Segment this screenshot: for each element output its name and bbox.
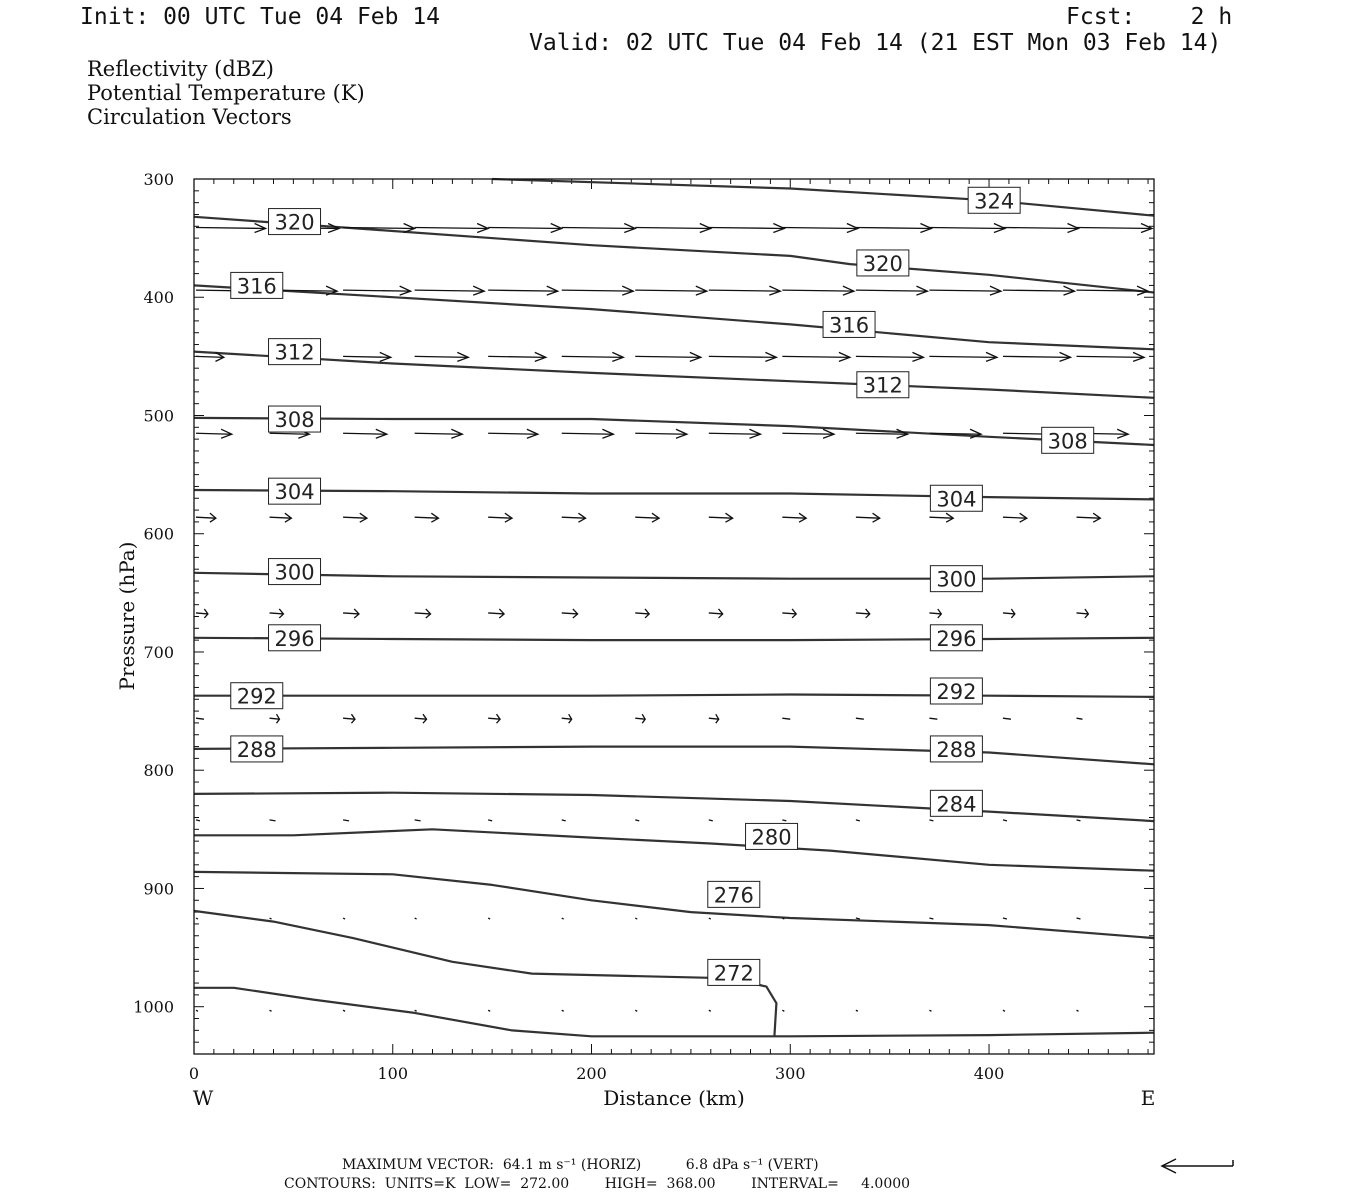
circulation-vector — [562, 352, 624, 361]
svg-text:312: 312 — [862, 373, 903, 398]
contour-label — [930, 790, 982, 816]
circulation-vector — [1076, 609, 1088, 618]
circulation-vector — [1076, 513, 1100, 522]
circulation-vector — [635, 223, 711, 232]
circulation-vector — [415, 429, 463, 438]
x-tick-label: 400 — [973, 1064, 1005, 1083]
contour-info: CONTOURS: UNITS=K LOW= 272.00 HIGH= 368.00 INTERVAL= 4.0000 — [284, 1176, 911, 1192]
circulation-vector — [856, 286, 928, 295]
circulation-vector — [196, 918, 198, 919]
contour-label — [269, 478, 321, 504]
circulation-vector — [343, 820, 349, 821]
contour-label — [857, 250, 909, 276]
circulation-vector — [635, 1010, 637, 1011]
field-label-circulation-vectors: Circulation Vectors — [87, 105, 292, 129]
circulation-vector — [782, 429, 834, 438]
theta-contour-280 — [194, 829, 1154, 870]
circulation-vector — [488, 352, 546, 361]
circulation-vector — [196, 718, 204, 719]
svg-text:308: 308 — [1047, 429, 1088, 454]
contour-label — [930, 566, 982, 592]
circulation-vector — [562, 429, 614, 438]
field-label-reflectivity: Reflectivity (dBZ) — [87, 57, 275, 81]
y-tick-label: 700 — [143, 642, 174, 662]
circulation-vector — [782, 918, 784, 919]
circulation-vector — [709, 429, 761, 438]
theta-contour-unlabeled — [194, 988, 1154, 1037]
contour-label — [269, 625, 321, 651]
circulation-vector — [562, 513, 586, 522]
circulation-vector — [1076, 223, 1152, 232]
circulation-vector — [782, 286, 854, 295]
circulation-vector — [488, 223, 562, 232]
svg-text:300: 300 — [936, 567, 977, 592]
circulation-vector — [270, 714, 280, 723]
circulation-vector — [709, 223, 785, 232]
circulation-vector — [488, 609, 504, 618]
circulation-vector — [1003, 286, 1075, 295]
circulation-vector — [562, 609, 578, 618]
circulation-vector — [343, 429, 387, 438]
y-tick-label: 800 — [143, 761, 174, 781]
contour-labels — [231, 187, 1094, 985]
circulation-vector — [1003, 918, 1007, 919]
svg-text:320: 320 — [274, 210, 315, 235]
theta-contour-312 — [194, 352, 1154, 398]
circulation-vector — [488, 714, 500, 723]
circulation-vector — [856, 1010, 858, 1011]
circulation-vector — [1076, 718, 1082, 719]
circulation-vector — [415, 1010, 417, 1011]
circulation-vector — [1076, 820, 1080, 821]
theta-contour-308 — [194, 418, 1154, 445]
circulation-vector — [1003, 352, 1071, 361]
y-tick-label: 300 — [143, 170, 174, 189]
theta-contour-304 — [194, 490, 1154, 499]
circulation-vector — [782, 1010, 784, 1011]
circulation-vector — [709, 1010, 711, 1011]
circulation-vector — [782, 718, 790, 719]
circulation-vector — [635, 918, 637, 919]
circulation-vector — [343, 714, 355, 723]
circulation-vector — [415, 286, 485, 295]
x-axis-title: Distance (km) — [603, 1086, 745, 1110]
circulation-vector — [856, 918, 860, 919]
circulation-vector — [270, 1010, 272, 1011]
circulation-vector — [929, 820, 933, 821]
circulation-vector — [635, 286, 707, 295]
circulation-vector — [929, 223, 1005, 232]
theta-contour-284 — [194, 793, 1154, 821]
circulation-vector — [488, 1010, 490, 1011]
y-tick-label: 1000 — [133, 997, 174, 1017]
circulation-vector — [488, 513, 512, 522]
circulation-vector — [929, 352, 997, 361]
svg-text:304: 304 — [274, 480, 315, 505]
contour-label — [231, 272, 283, 298]
svg-text:324: 324 — [974, 189, 1015, 214]
contour-label — [1042, 427, 1094, 453]
svg-text:276: 276 — [713, 883, 754, 908]
contour-label — [857, 372, 909, 398]
circulation-vector — [635, 429, 687, 438]
circulation-vector — [196, 820, 200, 821]
circulation-vector — [343, 1010, 345, 1011]
circulation-vector — [635, 352, 701, 361]
contour-label — [930, 485, 982, 511]
contour-label — [269, 559, 321, 585]
circulation-vector — [1003, 718, 1011, 719]
svg-text:288: 288 — [236, 737, 277, 762]
circulation-vector — [709, 286, 781, 295]
y-tick-label: 500 — [143, 406, 174, 426]
circulation-vector — [343, 609, 359, 618]
circulation-vector — [782, 352, 850, 361]
y-tick-label: 600 — [143, 524, 174, 544]
circulation-vector — [196, 1010, 198, 1011]
circulation-vector — [709, 352, 777, 361]
svg-text:292: 292 — [936, 679, 977, 704]
circulation-vector — [709, 513, 733, 522]
circulation-vector — [709, 820, 713, 821]
circulation-vector — [488, 918, 490, 919]
circulation-vector — [415, 918, 417, 919]
circulation-vector — [270, 918, 272, 919]
svg-text:300: 300 — [274, 560, 315, 585]
field-label-potential-temperature: Potential Temperature (K) — [87, 81, 365, 105]
circulation-vector — [856, 609, 870, 618]
circulation-vector — [270, 609, 284, 618]
circulation-vector — [856, 223, 932, 232]
svg-text:280: 280 — [751, 825, 792, 850]
contour-label — [269, 209, 321, 235]
circulation-vector — [1076, 1010, 1078, 1011]
circulation-vector — [488, 429, 538, 438]
circulation-vector — [635, 513, 659, 522]
circulation-vector — [1003, 1010, 1005, 1011]
circulation-vector — [415, 352, 469, 361]
circulation-vector — [709, 714, 719, 723]
x-tick-label: 300 — [774, 1064, 806, 1083]
contour-label — [930, 678, 982, 704]
circulation-vector — [856, 513, 880, 522]
contour-label — [746, 823, 798, 849]
circulation-vector — [929, 1010, 931, 1011]
circulation-vector — [415, 609, 431, 618]
x-axis-west-label: W — [192, 1086, 214, 1110]
contour-label — [968, 187, 1020, 213]
theta-contour-316 — [194, 285, 1154, 349]
circulation-vector — [196, 513, 216, 522]
contour-label — [930, 736, 982, 762]
circulation-vector — [929, 429, 981, 438]
circulation-vector — [782, 609, 796, 618]
contour-label — [231, 683, 283, 709]
contour-label — [269, 339, 321, 365]
circulation-vector — [562, 820, 566, 821]
circulation-vector — [709, 918, 711, 919]
svg-text:316: 316 — [829, 313, 870, 338]
circulation-vector — [929, 609, 941, 618]
circulation-vector — [488, 820, 492, 821]
init-time: Init: 00 UTC Tue 04 Feb 14 — [80, 4, 441, 30]
circulation-vector — [343, 513, 367, 522]
circulation-vector — [635, 714, 645, 723]
circulation-vectors — [196, 223, 1152, 1011]
circulation-vector — [929, 718, 937, 719]
circulation-vector — [1003, 609, 1015, 618]
y-tick-label: 900 — [143, 879, 174, 899]
theta-contour-300 — [194, 573, 1154, 579]
circulation-vector — [196, 429, 232, 438]
theta-contour-272 — [194, 911, 776, 1036]
contour-label — [708, 959, 760, 985]
circulation-vector — [929, 286, 1001, 295]
circulation-vector — [1003, 223, 1079, 232]
circulation-vector — [1076, 918, 1080, 919]
circulation-vector — [562, 223, 636, 232]
circulation-vector — [856, 820, 860, 821]
circulation-vector — [782, 820, 786, 821]
max-vector-note: MAXIMUM VECTOR: 64.1 m s⁻¹ (HORIZ) 6.8 dPa s⁻¹ (VERT) — [342, 1157, 819, 1173]
svg-text:292: 292 — [236, 684, 277, 709]
circulation-vector — [782, 513, 806, 522]
circulation-vector — [415, 223, 489, 232]
circulation-vector — [1003, 513, 1027, 522]
circulation-vector — [562, 286, 634, 295]
svg-text:296: 296 — [936, 626, 977, 651]
circulation-vector — [562, 1010, 564, 1011]
circulation-vector — [856, 718, 864, 719]
contour-label — [930, 625, 982, 651]
valid-time: Valid: 02 UTC Tue 04 Feb 14 (21 EST Mon 03 Feb 14) — [529, 30, 1222, 56]
circulation-vector — [1076, 352, 1144, 361]
theta-contour-292 — [194, 695, 1154, 697]
svg-text:304: 304 — [936, 487, 977, 512]
x-tick-label: 200 — [576, 1064, 607, 1083]
contour-lines — [194, 179, 1154, 1036]
circulation-vector — [343, 918, 345, 919]
svg-text:296: 296 — [274, 626, 315, 651]
y-tick-label: 400 — [143, 288, 174, 308]
circulation-vector — [415, 513, 439, 522]
circulation-vector — [709, 609, 723, 618]
circulation-vector — [415, 714, 427, 723]
x-axis-east-label: E — [1140, 1086, 1156, 1110]
circulation-vector — [270, 513, 292, 522]
circulation-vector — [635, 820, 639, 821]
circulation-vector — [488, 286, 558, 295]
theta-contour-288 — [194, 747, 1154, 765]
svg-text:312: 312 — [274, 340, 315, 365]
svg-text:272: 272 — [713, 961, 754, 986]
theta-contour-276 — [194, 872, 1154, 938]
svg-text:308: 308 — [274, 408, 315, 433]
svg-text:284: 284 — [936, 792, 977, 817]
x-tick-label: 0 — [188, 1064, 200, 1083]
y-axis-title: Pressure (hPa) — [115, 541, 139, 691]
circulation-vector — [415, 820, 421, 821]
circulation-vector — [782, 223, 858, 232]
contour-label — [269, 406, 321, 432]
svg-text:316: 316 — [236, 274, 277, 299]
contour-label — [231, 736, 283, 762]
theta-contour-296 — [194, 638, 1154, 640]
contour-label — [708, 881, 760, 907]
svg-text:320: 320 — [862, 251, 903, 276]
circulation-vector — [1003, 820, 1007, 821]
contour-label — [823, 311, 875, 337]
circulation-vector — [270, 820, 276, 821]
circulation-vector — [929, 918, 933, 919]
circulation-vector — [562, 918, 564, 919]
x-tick-label: 100 — [377, 1064, 409, 1083]
plot-frame — [194, 179, 1154, 1054]
forecast-hour: Fcst: 2 h — [1066, 4, 1233, 30]
circulation-vector — [635, 609, 649, 618]
circulation-vector — [562, 714, 572, 723]
reference-vector — [1162, 1159, 1233, 1173]
circulation-vector — [929, 513, 953, 522]
svg-text:288: 288 — [936, 737, 977, 762]
circulation-vector — [196, 223, 266, 232]
circulation-vector — [856, 352, 924, 361]
